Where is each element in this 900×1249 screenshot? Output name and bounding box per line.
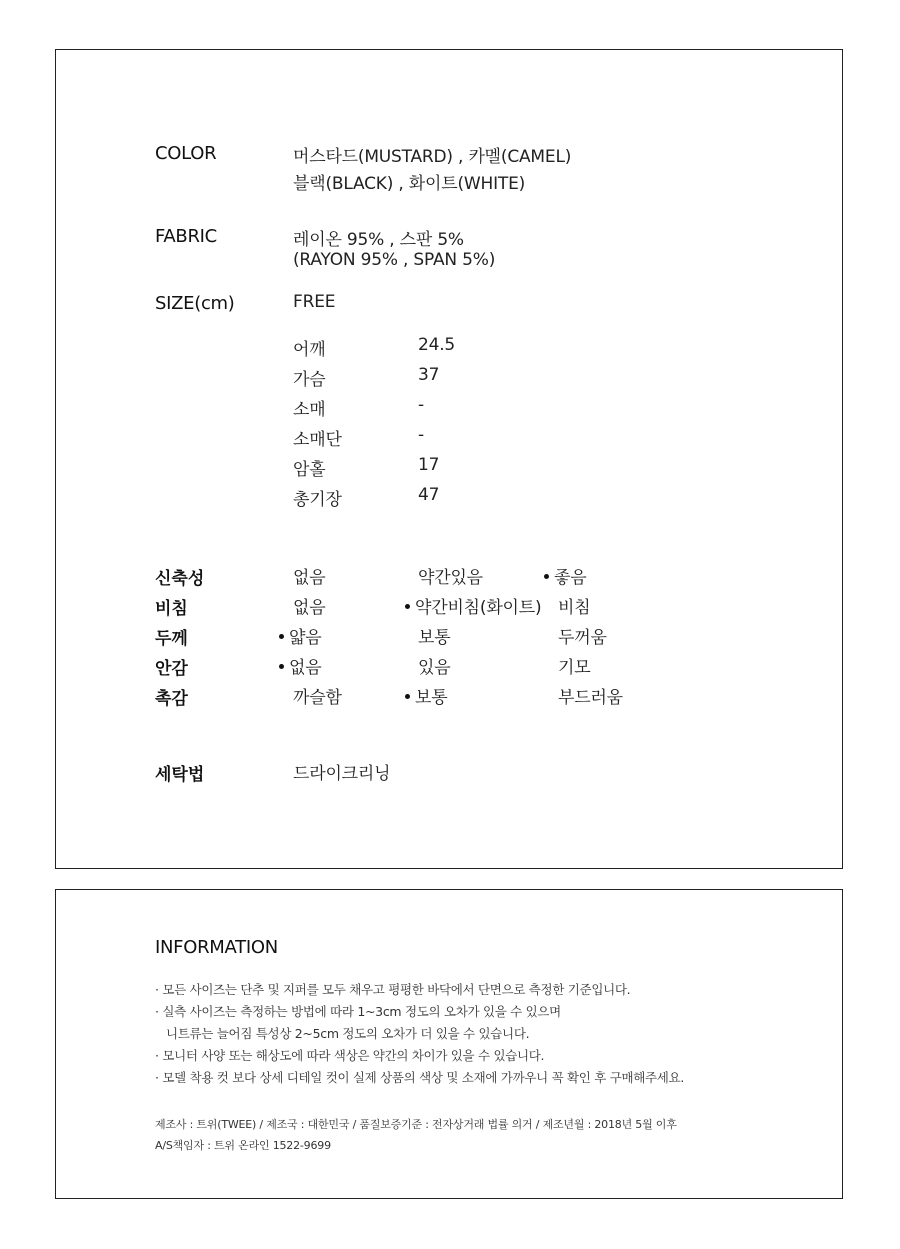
fabric-value-line1: 레이온 95% , 스판 5% (293, 230, 464, 250)
attribute-option: 두꺼움 (558, 628, 607, 648)
attribute-label: 비침 (155, 599, 188, 619)
color-value-line2: 블랙(BLACK) , 화이트(WHITE) (293, 174, 526, 194)
measurement-name: 어깨 (293, 340, 326, 360)
attribute-option: 없음 (293, 568, 326, 588)
measurement-name: 가슴 (293, 370, 326, 390)
attribute-option: 기모 (558, 658, 591, 678)
fabric-value-line2: (RAYON 95% , SPAN 5%) (293, 250, 496, 270)
attribute-option: 있음 (418, 658, 451, 678)
info-note: · 모든 사이즈는 단추 및 지퍼를 모두 채우고 평평한 바닥에서 단면으로 측정한 기준입니다. (155, 982, 631, 997)
info-note: · 실측 사이즈는 측정하는 방법에 따라 1~3cm 정도의 오차가 있을 수 있으며 (155, 1004, 561, 1019)
attribute-option-selected: 없음 (279, 653, 321, 678)
size-value: FREE (293, 292, 336, 312)
attribute-label: 신축성 (155, 569, 205, 589)
attribute-option-selected: 얇음 (279, 623, 321, 648)
measurement-value: 37 (418, 365, 440, 385)
measurement-name: 소매단 (293, 430, 342, 450)
measurement-value: - (418, 425, 424, 445)
measurement-value: 24.5 (418, 335, 456, 355)
attribute-option-selected: 좋음 (544, 563, 586, 588)
selected-bullet-icon (405, 694, 410, 699)
wash-value: 드라이크리닝 (293, 764, 391, 784)
selected-bullet-icon (544, 574, 549, 579)
size-label: SIZE(cm) (155, 293, 235, 314)
attribute-option-selected: 보통 (405, 683, 447, 708)
attribute-option: 없음 (293, 598, 326, 618)
selected-bullet-icon (279, 634, 284, 639)
attribute-option: 부드러움 (558, 688, 623, 708)
selected-bullet-icon (279, 664, 284, 669)
selected-bullet-icon (405, 604, 410, 609)
info-note: 니트류는 늘어짐 특성상 2~5cm 정도의 오차가 더 있을 수 있습니다. (166, 1026, 530, 1041)
attribute-option-selected: 약간비침(화이트) (405, 593, 541, 618)
attribute-option: 약간있음 (418, 568, 483, 588)
information-title: INFORMATION (155, 937, 278, 958)
info-note: · 모니터 사양 또는 해상도에 따라 색상은 약간의 차이가 있을 수 있습니다. (155, 1048, 545, 1063)
measurement-name: 소매 (293, 400, 326, 420)
as-contact-info: A/S책임자 : 트위 온라인 1522-9699 (155, 1139, 331, 1152)
color-label: COLOR (155, 143, 217, 164)
attribute-option: 까슬함 (293, 688, 342, 708)
measurement-name: 총기장 (293, 490, 342, 510)
manufacturer-info: 제조사 : 트위(TWEE) / 제조국 : 대한민국 / 품질보증기준 : 전자상거래 법률 의거 / 제조년월 : 2018년 5월 이후 (155, 1118, 677, 1131)
measurement-value: 17 (418, 455, 440, 475)
fabric-label: FABRIC (155, 226, 217, 247)
attribute-label: 촉감 (155, 689, 188, 709)
measurement-name: 암홀 (293, 460, 326, 480)
attribute-option: 비침 (558, 598, 591, 618)
wash-label: 세탁법 (155, 765, 205, 785)
measurement-value: - (418, 395, 424, 415)
color-value-line1: 머스타드(MUSTARD) , 카멜(CAMEL) (293, 147, 572, 167)
attribute-label: 두께 (155, 629, 188, 649)
measurement-value: 47 (418, 485, 440, 505)
attribute-label: 안감 (155, 659, 188, 679)
attribute-option: 보통 (418, 628, 451, 648)
info-note: · 모델 착용 컷 보다 상세 디테일 컷이 실제 상품의 색상 및 소재에 가까우니 꼭 확인 후 구매해주세요. (155, 1070, 685, 1085)
